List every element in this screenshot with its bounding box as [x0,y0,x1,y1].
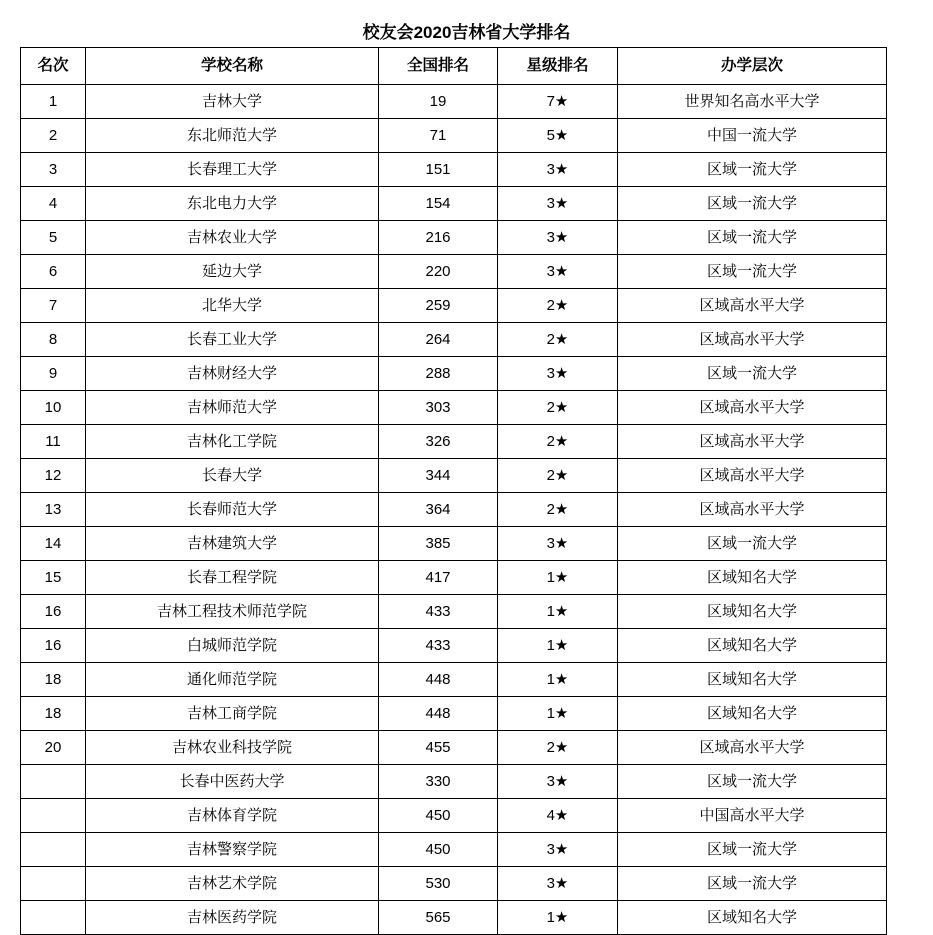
cell-rank: 18 [21,663,86,697]
cell-star-rank: 3★ [498,527,618,561]
cell-national-rank: 433 [379,629,498,663]
cell-star-rank: 5★ [498,119,618,153]
cell-national-rank: 448 [379,697,498,731]
table-row [21,391,887,425]
table-row [21,901,887,935]
table-row [21,187,887,221]
cell-school-name: 吉林艺术学院 [86,867,379,901]
cell-star-rank: 3★ [498,221,618,255]
cell-rank: 1 [21,85,86,119]
cell-school-name: 吉林工商学院 [86,697,379,731]
cell-star-rank: 3★ [498,153,618,187]
cell-star-rank: 1★ [498,901,618,935]
cell-star-rank: 2★ [498,425,618,459]
table-row [21,119,887,153]
cell-school-name: 通化师范学院 [86,663,379,697]
cell-star-rank: 7★ [498,85,618,119]
cell-rank: 15 [21,561,86,595]
cell-rank: 7 [21,289,86,323]
cell-national-rank: 264 [379,323,498,357]
table-row [21,629,887,663]
cell-school-name: 吉林体育学院 [86,799,379,833]
cell-national-rank: 71 [379,119,498,153]
column-header-level: 办学层次 [618,48,887,85]
cell-star-rank: 2★ [498,459,618,493]
cell-star-rank: 1★ [498,595,618,629]
cell-school-name: 长春理工大学 [86,153,379,187]
cell-school-name: 吉林农业大学 [86,221,379,255]
cell-rank: 14 [21,527,86,561]
cell-star-rank: 2★ [498,731,618,765]
table-row [21,833,887,867]
table-row [21,595,887,629]
table-row [21,323,887,357]
cell-national-rank: 154 [379,187,498,221]
cell-rank: 6 [21,255,86,289]
cell-level: 区域一流大学 [618,255,887,289]
table-row [21,493,887,527]
cell-school-name: 延边大学 [86,255,379,289]
cell-rank [21,765,86,799]
cell-rank [21,901,86,935]
table-header-row [21,48,887,85]
cell-school-name: 吉林财经大学 [86,357,379,391]
cell-rank [21,833,86,867]
table-row [21,663,887,697]
table-row [21,425,887,459]
cell-rank: 4 [21,187,86,221]
table-row [21,799,887,833]
cell-national-rank: 448 [379,663,498,697]
cell-level: 区域一流大学 [618,867,887,901]
cell-level: 区域知名大学 [618,561,887,595]
table-row [21,697,887,731]
table-row [21,731,887,765]
cell-level: 区域高水平大学 [618,425,887,459]
cell-national-rank: 417 [379,561,498,595]
cell-school-name: 吉林工程技术师范学院 [86,595,379,629]
cell-level: 区域知名大学 [618,663,887,697]
cell-national-rank: 288 [379,357,498,391]
cell-school-name: 吉林师范大学 [86,391,379,425]
cell-national-rank: 216 [379,221,498,255]
cell-level: 中国一流大学 [618,119,887,153]
cell-school-name: 东北师范大学 [86,119,379,153]
cell-rank: 2 [21,119,86,153]
cell-level: 区域一流大学 [618,833,887,867]
cell-school-name: 长春工程学院 [86,561,379,595]
cell-rank: 8 [21,323,86,357]
column-header-star-rank: 星级排名 [498,48,618,85]
cell-star-rank: 3★ [498,833,618,867]
table-row [21,867,887,901]
table-row [21,85,887,119]
cell-star-rank: 2★ [498,323,618,357]
table-row [21,459,887,493]
cell-star-rank: 1★ [498,561,618,595]
cell-level: 区域一流大学 [618,357,887,391]
cell-rank: 12 [21,459,86,493]
table-row [21,221,887,255]
cell-national-rank: 259 [379,289,498,323]
ranking-table [20,47,887,935]
cell-rank [21,867,86,901]
cell-school-name: 吉林农业科技学院 [86,731,379,765]
cell-school-name: 长春大学 [86,459,379,493]
cell-rank: 10 [21,391,86,425]
cell-school-name: 长春中医药大学 [86,765,379,799]
column-header-school: 学校名称 [86,48,379,85]
cell-school-name: 东北电力大学 [86,187,379,221]
cell-star-rank: 3★ [498,187,618,221]
cell-star-rank: 1★ [498,697,618,731]
cell-level: 区域高水平大学 [618,731,887,765]
cell-national-rank: 344 [379,459,498,493]
ranking-table-container [20,47,886,935]
cell-rank: 18 [21,697,86,731]
cell-national-rank: 450 [379,833,498,867]
cell-school-name: 吉林化工学院 [86,425,379,459]
cell-level: 区域高水平大学 [618,493,887,527]
cell-national-rank: 565 [379,901,498,935]
page-title: 校友会2020吉林省大学排名 [362,23,571,42]
cell-level: 中国高水平大学 [618,799,887,833]
cell-national-rank: 326 [379,425,498,459]
cell-school-name: 北华大学 [86,289,379,323]
cell-level: 区域知名大学 [618,595,887,629]
table-row [21,561,887,595]
cell-level: 区域知名大学 [618,629,887,663]
cell-rank: 16 [21,595,86,629]
cell-national-rank: 385 [379,527,498,561]
cell-rank: 3 [21,153,86,187]
cell-national-rank: 433 [379,595,498,629]
cell-level: 区域高水平大学 [618,289,887,323]
cell-school-name: 白城师范学院 [86,629,379,663]
cell-star-rank: 1★ [498,629,618,663]
cell-level: 区域知名大学 [618,697,887,731]
cell-level: 区域知名大学 [618,901,887,935]
cell-school-name: 吉林大学 [86,85,379,119]
cell-school-name: 吉林建筑大学 [86,527,379,561]
cell-national-rank: 220 [379,255,498,289]
cell-rank [21,799,86,833]
cell-rank: 13 [21,493,86,527]
cell-national-rank: 19 [379,85,498,119]
cell-national-rank: 450 [379,799,498,833]
cell-national-rank: 530 [379,867,498,901]
cell-star-rank: 3★ [498,765,618,799]
table-row [21,153,887,187]
cell-star-rank: 3★ [498,867,618,901]
cell-star-rank: 4★ [498,799,618,833]
cell-level: 区域一流大学 [618,765,887,799]
cell-star-rank: 3★ [498,255,618,289]
cell-level: 区域一流大学 [618,221,887,255]
cell-school-name: 长春工业大学 [86,323,379,357]
cell-rank: 20 [21,731,86,765]
cell-national-rank: 455 [379,731,498,765]
table-row [21,255,887,289]
column-header-national-rank: 全国排名 [379,48,498,85]
cell-star-rank: 2★ [498,289,618,323]
table-body [21,85,887,935]
cell-level: 区域一流大学 [618,527,887,561]
cell-level: 区域高水平大学 [618,391,887,425]
cell-national-rank: 151 [379,153,498,187]
cell-rank: 16 [21,629,86,663]
table-row [21,765,887,799]
cell-national-rank: 330 [379,765,498,799]
table-header [21,48,887,85]
cell-level: 区域高水平大学 [618,459,887,493]
cell-school-name: 长春师范大学 [86,493,379,527]
cell-school-name: 吉林警察学院 [86,833,379,867]
cell-star-rank: 2★ [498,493,618,527]
cell-level: 区域一流大学 [618,153,887,187]
cell-star-rank: 1★ [498,663,618,697]
table-row [21,357,887,391]
table-row [21,289,887,323]
cell-rank: 9 [21,357,86,391]
cell-rank: 5 [21,221,86,255]
cell-national-rank: 303 [379,391,498,425]
cell-school-name: 吉林医药学院 [86,901,379,935]
cell-level: 区域高水平大学 [618,323,887,357]
cell-star-rank: 2★ [498,391,618,425]
cell-level: 区域一流大学 [618,187,887,221]
cell-level: 世界知名高水平大学 [618,85,887,119]
cell-national-rank: 364 [379,493,498,527]
cell-star-rank: 3★ [498,357,618,391]
table-row [21,527,887,561]
column-header-rank: 名次 [21,48,86,85]
cell-rank: 11 [21,425,86,459]
